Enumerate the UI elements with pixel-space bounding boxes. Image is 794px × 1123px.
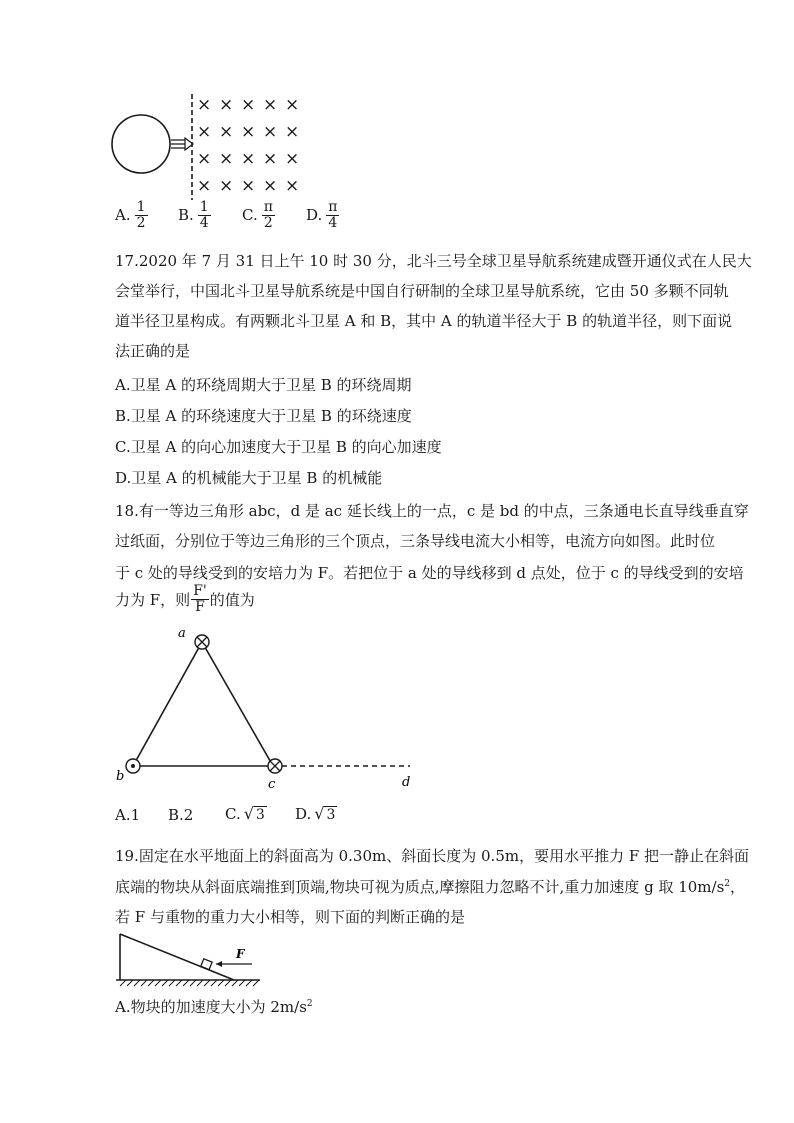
field-cross-icon: × (241, 95, 256, 115)
vertex-label-c: c (268, 777, 276, 792)
point-label-d: d (402, 775, 411, 790)
field-cross-icon: × (241, 176, 256, 196)
field-cross-icon: × (263, 176, 278, 196)
ground-hatching (120, 980, 259, 986)
vertex-label-a: a (178, 626, 186, 641)
field-cross-icon: × (285, 176, 300, 196)
hatch-mark (218, 980, 224, 986)
field-cross-icon: × (197, 176, 212, 196)
hatch-mark (211, 980, 217, 986)
hatch-mark (232, 980, 238, 986)
q17-stem-line-2: 会堂举行，中国北斗卫星导航系统是中国自行研制的全球卫星导航系统，它由 50 多颗不同轨 (115, 282, 729, 300)
q18-stem-line-4: 力为 F，则 $\frac{F'}{F}$ 的值为 (115, 583, 255, 615)
coil-circle (112, 115, 170, 173)
field-cross-icon: × (285, 95, 300, 115)
q18-option-b[interactable]: B. 2 (168, 806, 194, 824)
q18-stem-line-1: 18.有一等边三角形 abc，d 是 ac 延长线上的一点，c 是 bd 的中点，三条通电长直导线垂直穿 (115, 502, 749, 520)
q16-figure (105, 92, 315, 204)
q16-option-b[interactable]: B. $\frac{1}{4}$ (178, 199, 209, 231)
hatch-mark (120, 980, 126, 986)
field-cross-icon: × (285, 122, 300, 142)
q16-option-c[interactable]: C. $\frac{\pi}{2}$ (242, 199, 273, 231)
q18-stem-line-3: 于 c 处的导线受到的安培力为 F。若把位于 a 处的导线移到 d 点处，位于 c 的导线受到的安培 (115, 564, 744, 582)
q17-option-b[interactable]: B.卫星 A 的环绕速度大于卫星 B 的环绕速度 (115, 407, 412, 425)
hatch-mark (197, 980, 203, 986)
magnetic-field-crosses (197, 95, 299, 196)
force-label: F (236, 947, 245, 961)
q19-stem-line-3: 若 F 与重物的重力大小相等，则下面的判断正确的是 (115, 908, 465, 926)
hatch-mark (134, 980, 140, 986)
field-cross-icon: × (263, 95, 278, 115)
q16-option-d[interactable]: D. $\frac{\pi}{4}$ (306, 199, 338, 231)
sqrt-symbol: √ 3 (314, 804, 336, 823)
q18-stem-line-2: 过纸面，分别位于等边三角形的三个顶点，三条导线电流大小相等，电流方向如图。此时位 (115, 532, 716, 550)
current-into-page-icon-a (195, 635, 209, 649)
field-cross-icon: × (197, 149, 212, 169)
q17-option-a[interactable]: A.卫星 A 的环绕周期大于卫星 B 的环绕周期 (115, 376, 412, 394)
hatch-mark (127, 980, 133, 986)
field-cross-icon: × (263, 149, 278, 169)
hatch-mark (183, 980, 189, 986)
q19-incline-figure (112, 930, 272, 990)
q18-triangle-figure (110, 622, 430, 792)
q18-option-c[interactable]: C. √ 3 (225, 804, 265, 823)
hatch-mark (204, 980, 210, 986)
q18-option-d[interactable]: D. √ 3 (295, 804, 336, 823)
hatch-mark (141, 980, 147, 986)
incline-slope (120, 934, 234, 980)
sqrt-symbol: √ 3 (243, 804, 265, 823)
hatch-mark (169, 980, 175, 986)
field-cross-icon: × (241, 149, 256, 169)
hatch-mark (246, 980, 252, 986)
q17-option-d[interactable]: D.卫星 A 的机械能大于卫星 B 的机械能 (115, 469, 383, 487)
field-cross-icon: × (197, 95, 212, 115)
field-cross-icon: × (263, 122, 278, 142)
field-cross-icon: × (219, 122, 234, 142)
q19-stem-line-1: 19.固定在水平地面上的斜面高为 0.30m、斜面长度为 0.5m，要用水平推力 F 把一静止在斜面 (115, 847, 750, 865)
q19-stem-line-2: 底端的物块从斜面底端推到顶端,物块可视为质点,摩擦阻力忽略不计,重力加速度 g 取 $10m/s^2$， (115, 878, 746, 896)
q16-option-a[interactable]: A. $\frac{1}{2}$ (115, 199, 146, 231)
hatch-mark (176, 980, 182, 986)
field-cross-icon: × (219, 176, 234, 196)
field-cross-icon: × (241, 122, 256, 142)
vertex-label-b: b (116, 769, 125, 784)
ratio-fraction: $\frac{F'}{F}$ (193, 583, 207, 615)
hatch-mark (225, 980, 231, 986)
q18-option-a[interactable]: A. 1 (115, 806, 141, 824)
q17-option-c[interactable]: C.卫星 A 的向心加速度大于卫星 B 的向心加速度 (115, 438, 442, 456)
current-into-page-icon-c (268, 759, 282, 773)
hatch-mark (148, 980, 154, 986)
arrow-icon (171, 138, 193, 150)
current-out-of-page-icon-b (126, 759, 140, 773)
field-cross-icon: × (285, 149, 300, 169)
hatch-mark (190, 980, 196, 986)
q17-stem-line-4: 法正确的是 (115, 342, 191, 360)
field-cross-icon: × (219, 95, 234, 115)
field-cross-icon: × (219, 149, 234, 169)
side-ab (133, 642, 202, 766)
q19-option-a[interactable]: A.物块的加速度大小为 $2m/s^2$ (115, 998, 313, 1016)
q17-stem-line-3: 道半径卫星构成。有两颗北斗卫星 A 和 B，其中 A 的轨道半径大于 B 的轨道半径，则下面说 (115, 312, 733, 330)
side-ac (202, 642, 273, 766)
hatch-mark (155, 980, 161, 986)
q17-stem-line-1: 17.2020 年 7 月 31 日上午 10 时 30 分，北斗三号全球卫星导航系统建成暨开通仪式在人民大 (115, 252, 752, 270)
field-cross-icon: × (197, 122, 212, 142)
hatch-mark (162, 980, 168, 986)
hatch-mark (239, 980, 245, 986)
hatch-mark (253, 980, 259, 986)
